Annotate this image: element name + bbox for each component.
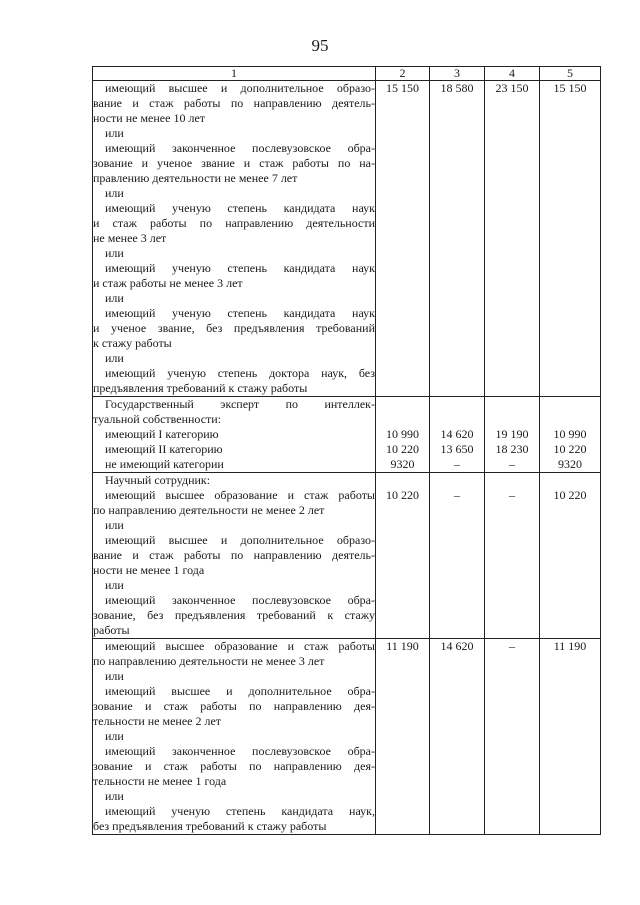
salary-cell-col-4 bbox=[485, 639, 540, 835]
salary-cell-col-2 bbox=[376, 81, 430, 397]
salary-value: 11 190 bbox=[553, 639, 587, 653]
salary-value: 23 150 bbox=[495, 81, 529, 95]
salary-cell-col-2 bbox=[376, 473, 430, 639]
salary-cell-col-3 bbox=[430, 639, 485, 835]
salary-value bbox=[430, 397, 484, 412]
position-description bbox=[93, 81, 376, 397]
table-body bbox=[93, 81, 601, 835]
salary-cell-col-2 bbox=[376, 639, 430, 835]
description-line: работы bbox=[93, 623, 130, 637]
salary-value: 10 220 bbox=[553, 442, 587, 456]
salary-value: – bbox=[454, 488, 460, 502]
salary-cell-col-4 bbox=[485, 473, 540, 639]
description-line: зование и стаж работы по направлению дея- bbox=[93, 759, 375, 773]
salary-value: 18 580 bbox=[440, 81, 474, 95]
salary-value: – bbox=[509, 457, 515, 471]
position-description bbox=[93, 473, 376, 639]
description-line: или bbox=[105, 246, 124, 260]
salary-value: 14 620 bbox=[440, 639, 474, 653]
salary-value: 14 620 bbox=[440, 427, 474, 441]
salary-cell-col-4 bbox=[485, 397, 540, 473]
salary-value: 18 230 bbox=[495, 442, 529, 456]
description-line: или bbox=[105, 669, 124, 683]
description-line: ности не менее 1 года bbox=[93, 563, 205, 577]
description-line: имеющий ученую степень доктора наук, без bbox=[105, 366, 375, 380]
description-line: имеющий ученую степень кандидата наук bbox=[105, 306, 375, 320]
description-line: не менее 3 лет bbox=[93, 231, 167, 245]
salary-value: 15 150 bbox=[386, 81, 419, 95]
salary-value: 10 990 bbox=[386, 427, 419, 441]
description-line: имеющий законченное послевузовское обра- bbox=[105, 141, 375, 155]
table-row bbox=[93, 473, 601, 639]
salary-value: – bbox=[509, 488, 515, 502]
salary-value bbox=[485, 473, 539, 488]
salary-value: 10 220 bbox=[553, 488, 587, 502]
column-header-4: 4 bbox=[485, 67, 540, 81]
description-line: или bbox=[105, 291, 124, 305]
description-line: или bbox=[105, 351, 124, 365]
salary-value bbox=[376, 397, 429, 412]
column-header-1: 1 bbox=[93, 67, 376, 81]
salary-value: 9320 bbox=[558, 457, 582, 471]
description-line: и ученое звание, без предъявления требований bbox=[93, 321, 375, 335]
salary-value: 10 990 bbox=[553, 427, 587, 441]
salary-value bbox=[485, 412, 539, 427]
description-line: зование и стаж работы по направлению дея- bbox=[93, 699, 375, 713]
description-line: предъявления требований к стажу работы bbox=[93, 381, 308, 395]
description-line: правлению деятельности не менее 7 лет bbox=[93, 171, 298, 185]
salary-table bbox=[92, 66, 601, 835]
description-line: туальной собственности: bbox=[93, 412, 222, 426]
table-row bbox=[93, 397, 601, 473]
description-line: тельности не менее 2 лет bbox=[93, 714, 222, 728]
salary-cell-col-5 bbox=[540, 639, 601, 835]
description-line: вание и стаж работы по направлению деятель- bbox=[93, 96, 375, 110]
salary-value: 13 650 bbox=[440, 442, 474, 456]
column-header-5: 5 bbox=[540, 67, 601, 81]
salary-value bbox=[430, 473, 484, 488]
salary-value: 10 220 bbox=[386, 488, 419, 502]
salary-value: 9320 bbox=[390, 457, 415, 471]
salary-cell-col-2 bbox=[376, 397, 430, 473]
salary-cell-col-3 bbox=[430, 473, 485, 639]
description-line: имеющий ученую степень кандидата наук, bbox=[105, 804, 375, 818]
description-line: Научный сотрудник: bbox=[105, 473, 211, 487]
description-line: не имеющий категории bbox=[105, 457, 224, 471]
column-header-3: 3 bbox=[430, 67, 485, 81]
salary-value bbox=[540, 397, 600, 412]
description-line: имеющий II категорию bbox=[105, 442, 223, 456]
description-line: Государственный эксперт по интеллек- bbox=[105, 397, 375, 411]
salary-cell-col-5 bbox=[540, 473, 601, 639]
salary-cell-col-5 bbox=[540, 81, 601, 397]
description-line: по направлению деятельности не менее 2 лет bbox=[93, 503, 325, 517]
table-row bbox=[93, 639, 601, 835]
position-description bbox=[93, 397, 376, 473]
description-line: ности не менее 10 лет bbox=[93, 111, 206, 125]
salary-value: 15 150 bbox=[553, 81, 587, 95]
salary-value: 11 190 bbox=[386, 639, 419, 653]
description-line: или bbox=[105, 789, 124, 803]
salary-cell-col-3 bbox=[430, 397, 485, 473]
description-line: по направлению деятельности не менее 3 лет bbox=[93, 654, 325, 668]
page-number: 95 bbox=[311, 36, 329, 55]
salary-value: – bbox=[509, 639, 515, 653]
description-line: имеющий высшее образование и стаж работы bbox=[105, 488, 375, 502]
description-line: или bbox=[105, 126, 124, 140]
salary-value bbox=[430, 412, 484, 427]
column-header-2: 2 bbox=[376, 67, 430, 81]
description-line: и стаж работы по направлению деятельности bbox=[93, 216, 375, 230]
description-line: имеющий законченное послевузовское обра- bbox=[105, 744, 375, 758]
description-line: имеющий высшее и дополнительное обра- bbox=[105, 684, 375, 698]
description-line: зование и ученое звание и стаж работы по на- bbox=[93, 156, 375, 170]
salary-value bbox=[376, 473, 429, 488]
description-line: и стаж работы не менее 3 лет bbox=[93, 276, 243, 290]
description-line: имеющий высшее и дополнительное образо- bbox=[105, 533, 375, 547]
salary-value bbox=[485, 397, 539, 412]
description-line: вание и стаж работы по направлению деятель- bbox=[93, 548, 375, 562]
salary-value: 10 220 bbox=[386, 442, 419, 456]
salary-value bbox=[376, 412, 429, 427]
description-line: имеющий ученую степень кандидата наук bbox=[105, 201, 375, 215]
description-line: зование, без предъявления требований к стажу bbox=[93, 608, 375, 622]
salary-cell-col-3 bbox=[430, 81, 485, 397]
salary-value: 19 190 bbox=[495, 427, 529, 441]
salary-cell-col-4 bbox=[485, 81, 540, 397]
table-row bbox=[93, 81, 601, 397]
salary-value bbox=[540, 412, 600, 427]
salary-value bbox=[540, 473, 600, 488]
description-line: имеющий I категорию bbox=[105, 427, 219, 441]
description-line: или bbox=[105, 186, 124, 200]
description-line: имеющий высшее образование и стаж работы bbox=[105, 639, 375, 653]
salary-value: – bbox=[454, 457, 460, 471]
description-line: имеющий ученую степень кандидата наук bbox=[105, 261, 375, 275]
position-description bbox=[93, 639, 376, 835]
description-line: имеющий высшее и дополнительное образо- bbox=[105, 81, 375, 95]
description-line: или bbox=[105, 518, 124, 532]
description-line: или bbox=[105, 729, 124, 743]
description-line: к стажу работы bbox=[93, 336, 172, 350]
description-line: без предъявления требований к стажу работы bbox=[93, 819, 327, 833]
description-line: имеющий законченное послевузовское обра- bbox=[105, 593, 375, 607]
description-line: или bbox=[105, 578, 124, 592]
salary-cell-col-5 bbox=[540, 397, 601, 473]
description-line: тельности не менее 1 года bbox=[93, 774, 227, 788]
header-row bbox=[93, 67, 601, 81]
